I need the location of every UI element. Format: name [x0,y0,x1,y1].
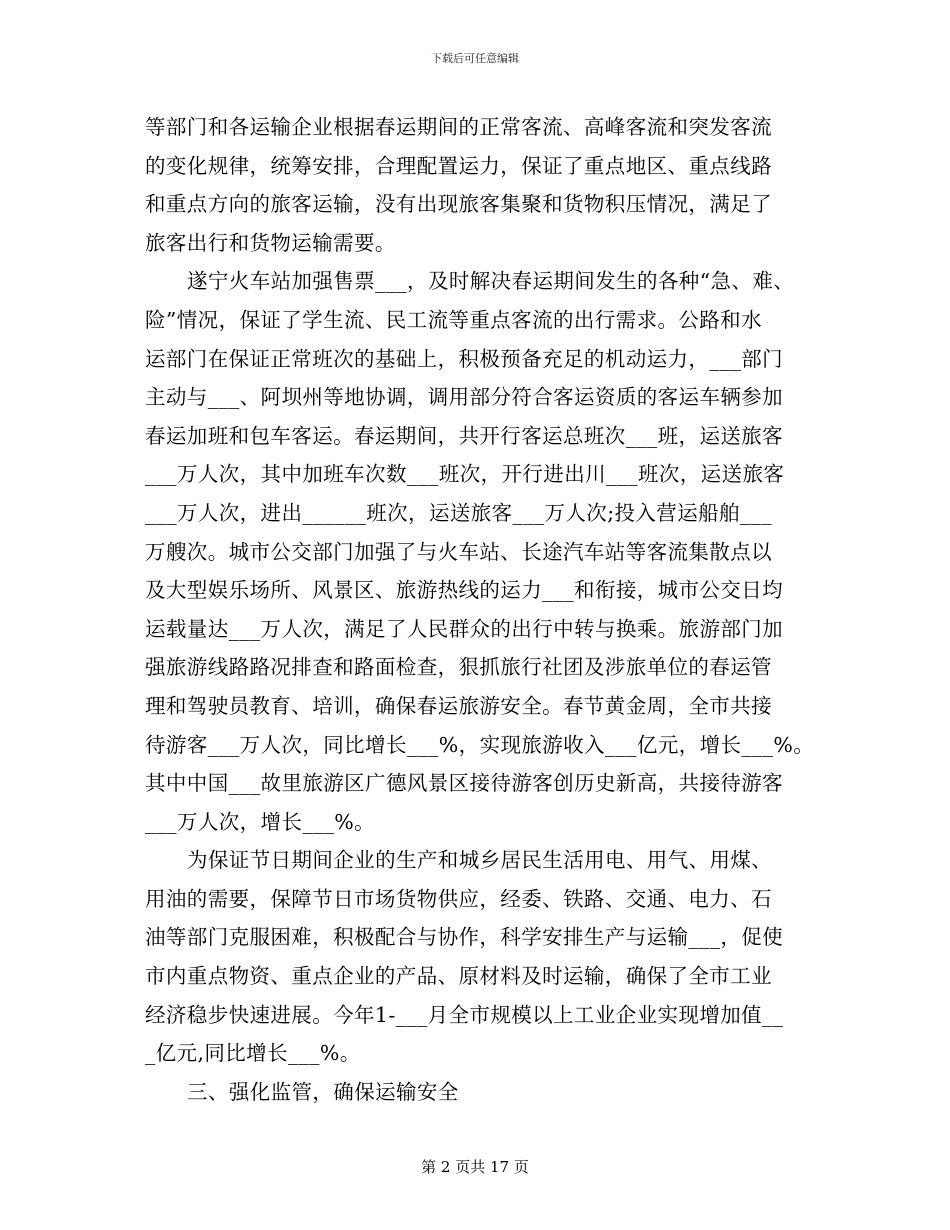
text-line: 经济稳步快速进展。今年1-___月全市规模以上工业企业实现增加值__ [145,1002,784,1027]
text-line: 待游客___万人次，同比增长___%，实现旅游收入___亿元，增长___%。 [145,732,815,757]
text-line: 强旅游线路路况排查和路面检查，狠抓旅行社团及涉旅单位的春运管 [145,655,772,680]
text-line: 万艘次。城市公交部门加强了与火车站、长途汽车站等客流集散点以 [145,539,772,564]
text-line: 等部门和各运输企业根据春运期间的正常客流、高峰客流和突发客流 [145,115,772,139]
text-line: 及大型娱乐场所、风景区、旅游热线的运力___和衔接，城市公交日均 [145,578,784,603]
document-body [145,108,825,1111]
text-line: 和重点方向的旅客运输，没有出现旅客集聚和货物积压情况，满足了 [145,192,772,217]
paragraph-first-line: 遂宁火车站加强售票___，及时解决春运期间发生的各种“急、难、 [187,269,795,294]
paragraph-first-line: 为保证节日期间企业的生产和城乡居民生活用电、用气、用煤、 [187,848,773,873]
text-line: 主动与___、阿坝州等地协调，调用部分符合客运资质的客运车辆参加 [145,385,784,410]
text-line: ___万人次，其中加班车次数___班次，开行进出川___班次，运送旅客 [145,462,785,487]
section-heading: 三、强化监管，确保运输安全 [187,1079,459,1104]
text-line: 春运加班和包车客运。春运期间，共开行客运总班次___班，运送旅客 [145,423,784,448]
text-line: 险”情况，保证了学生流、民工流等重点客流的出行需求。公路和水 [145,307,762,332]
text-line: 运载量达___万人次，满足了人民群众的出行中转与换乘。旅游部门加 [145,616,784,641]
text-line: ___万人次，进出______班次，运送旅客___万人次;投入营运船舶___ [145,500,772,525]
text-line: 理和驾驶员教育、培训，确保春运旅游安全。春节黄金周，全市共接 [145,693,772,718]
text-line: 旅客出行和货物运输需要。 [145,230,396,255]
text-line: 运部门在保证正常班次的基础上，积极预备充足的机动运力，___部门 [145,346,784,371]
text-line: 的变化规律，统筹安排，合理配置运力，保证了重点地区、重点线路 [145,153,772,178]
text-line: 用油的需要，保障节日市场货物供应，经委、铁路、交通、电力、石 [145,886,772,911]
text-line: 油等部门克服困难，积极配合与协作，科学安排生产与运输___，促使 [145,925,784,950]
text-line: 其中中国___故里旅游区广德风景区接待游客创历史新高，共接待游客 [145,771,784,796]
text-line: _亿元,同比增长___%。 [145,1041,361,1066]
page-number-footer: 第 2 页共 17 页 [421,1158,529,1176]
text-line: ___万人次，增长___%。 [145,809,376,834]
page-header: 下载后可任意编辑 [431,52,519,65]
text-line: 市内重点物资、重点企业的产品、原材料及时运输，确保了全市工业 [145,964,772,989]
